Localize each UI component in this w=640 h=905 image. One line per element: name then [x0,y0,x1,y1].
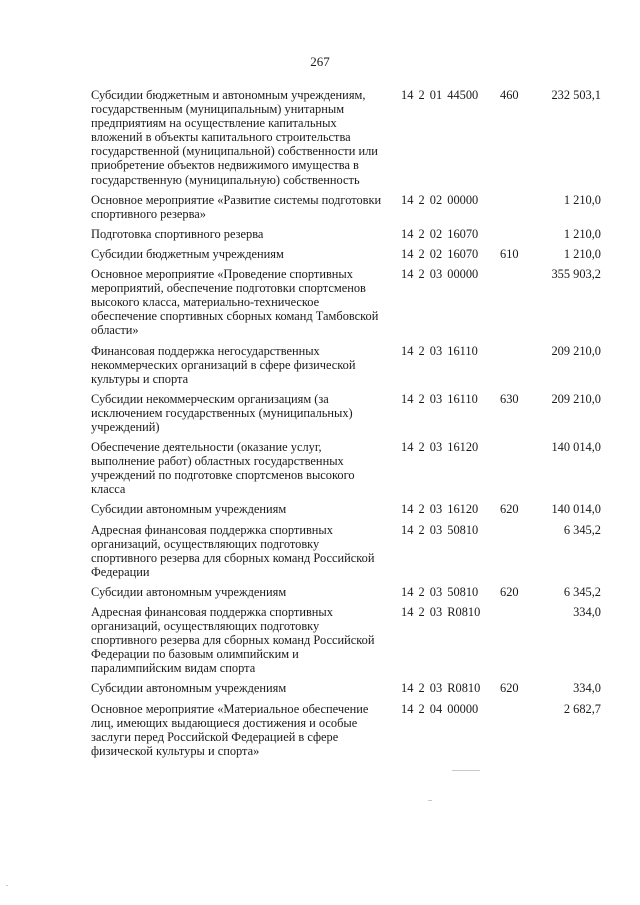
row-target-code: 14 2 02 16070 [401,226,479,241]
row-target-code: 14 2 03 16120 [401,502,479,517]
table-row [91,193,609,221]
table-row [91,267,609,337]
scan-speck [6,885,8,886]
row-description: Субсидии автономным учреждениям [91,681,287,696]
row-amount: 1 210,0 [563,226,601,241]
row-description: Субсидии бюджетным учреждениям [91,246,284,261]
table-row [91,344,609,386]
table-row [91,702,609,758]
table-row [91,440,609,496]
row-target-code: 14 2 03 50810 [401,584,479,599]
table-row [91,681,609,695]
budget-table [91,88,609,764]
row-target-code: 14 2 03 50810 [401,522,479,537]
table-row [91,523,609,579]
table-row [91,585,609,599]
row-amount: 334,0 [573,681,601,696]
table-row [91,247,609,261]
row-expense-type: 460 [500,88,519,102]
table-row [91,392,609,434]
table-row [91,227,609,241]
row-expense-type: 610 [500,246,519,261]
row-amount: 232 503,1 [551,88,601,102]
row-target-code: 14 2 03 16120 [401,440,479,455]
row-description: Основное мероприятие «Материальное обеспечение лиц, имеющих выдающиеся достижения и особые заслуги перед Российской Федерацией в сфере физической культуры и спорта» [91,701,369,758]
table-row [91,502,609,516]
row-target-code: 14 2 02 16070 [401,246,479,261]
row-expense-type: 620 [500,681,519,696]
row-description: Субсидии автономным учреждениям [91,584,287,599]
row-expense-type: 620 [500,584,519,599]
row-description: Основное мероприятие «Проведение спортивных мероприятий, обеспечение подготовки спортсменов высокого класса, материально-техническое обеспечение спортивных сборных команд Тамбовской области» [91,267,379,338]
row-amount: 2 682,7 [563,701,601,716]
row-amount: 355 903,2 [551,267,601,282]
row-description: Адресная финансовая поддержка спортивных организаций, осуществляющих подготовку спортивного резерва для сборных команд Российской Федерации [91,522,375,579]
row-target-code: 14 2 01 44500 [401,88,479,102]
row-amount: 334,0 [573,605,601,619]
row-target-code: 14 2 03 R0810 [401,605,481,619]
row-amount: 140 014,0 [551,502,601,517]
scan-speck [452,770,480,771]
row-target-code: 14 2 03 16110 [401,391,478,406]
row-target-code: 14 2 02 00000 [401,192,479,207]
row-description: Обеспечение деятельности (оказание услуг, выполнение работ) областных государственных учреждений по подготовке спортсменов высокого класса [91,440,355,497]
row-amount: 6 345,2 [563,522,601,537]
row-description: Основное мероприятие «Развитие системы подготовки спортивного резерва» [91,192,382,221]
row-description: Подготовка спортивного резерва [91,226,264,241]
row-amount: 1 210,0 [563,192,601,207]
row-expense-type: 630 [500,391,519,406]
row-description: Субсидии некоммерческим организациям (за исключением государственных (муниципальных) учреждений) [91,391,353,434]
row-target-code: 14 2 03 00000 [401,267,479,282]
row-amount: 209 210,0 [551,343,601,358]
scan-speck [428,800,432,801]
row-description: Адресная финансовая поддержка спортивных организаций, осуществляющих подготовку спортивного резерва для сборных команд Российской Федерации по базовым олимпийским и паралимпийским видам спорта [91,605,375,676]
row-amount: 6 345,2 [563,584,601,599]
row-target-code: 14 2 03 R0810 [401,681,481,696]
row-target-code: 14 2 04 00000 [401,701,479,716]
row-amount: 209 210,0 [551,391,601,406]
row-amount: 1 210,0 [563,246,601,261]
row-target-code: 14 2 03 16110 [401,343,478,358]
page-number: 267 [310,54,330,69]
row-amount: 140 014,0 [551,440,601,455]
row-description: Субсидии автономным учреждениям [91,502,287,517]
row-description: Субсидии бюджетным и автономным учреждениям, государственным (муниципальным) унитарным предприятиям на осуществление капитальных вложений в объекты капитального строительства государственной (муниципальной) собственности или приобретение объектов недвижимого имущества в государственную (муниципальную) собственность [91,88,378,187]
row-expense-type: 620 [500,502,519,517]
table-row [91,605,609,675]
row-description: Финансовая поддержка негосударственных некоммерческих организаций в сфере физической культуры и спорта [91,343,356,386]
table-row [91,88,609,187]
